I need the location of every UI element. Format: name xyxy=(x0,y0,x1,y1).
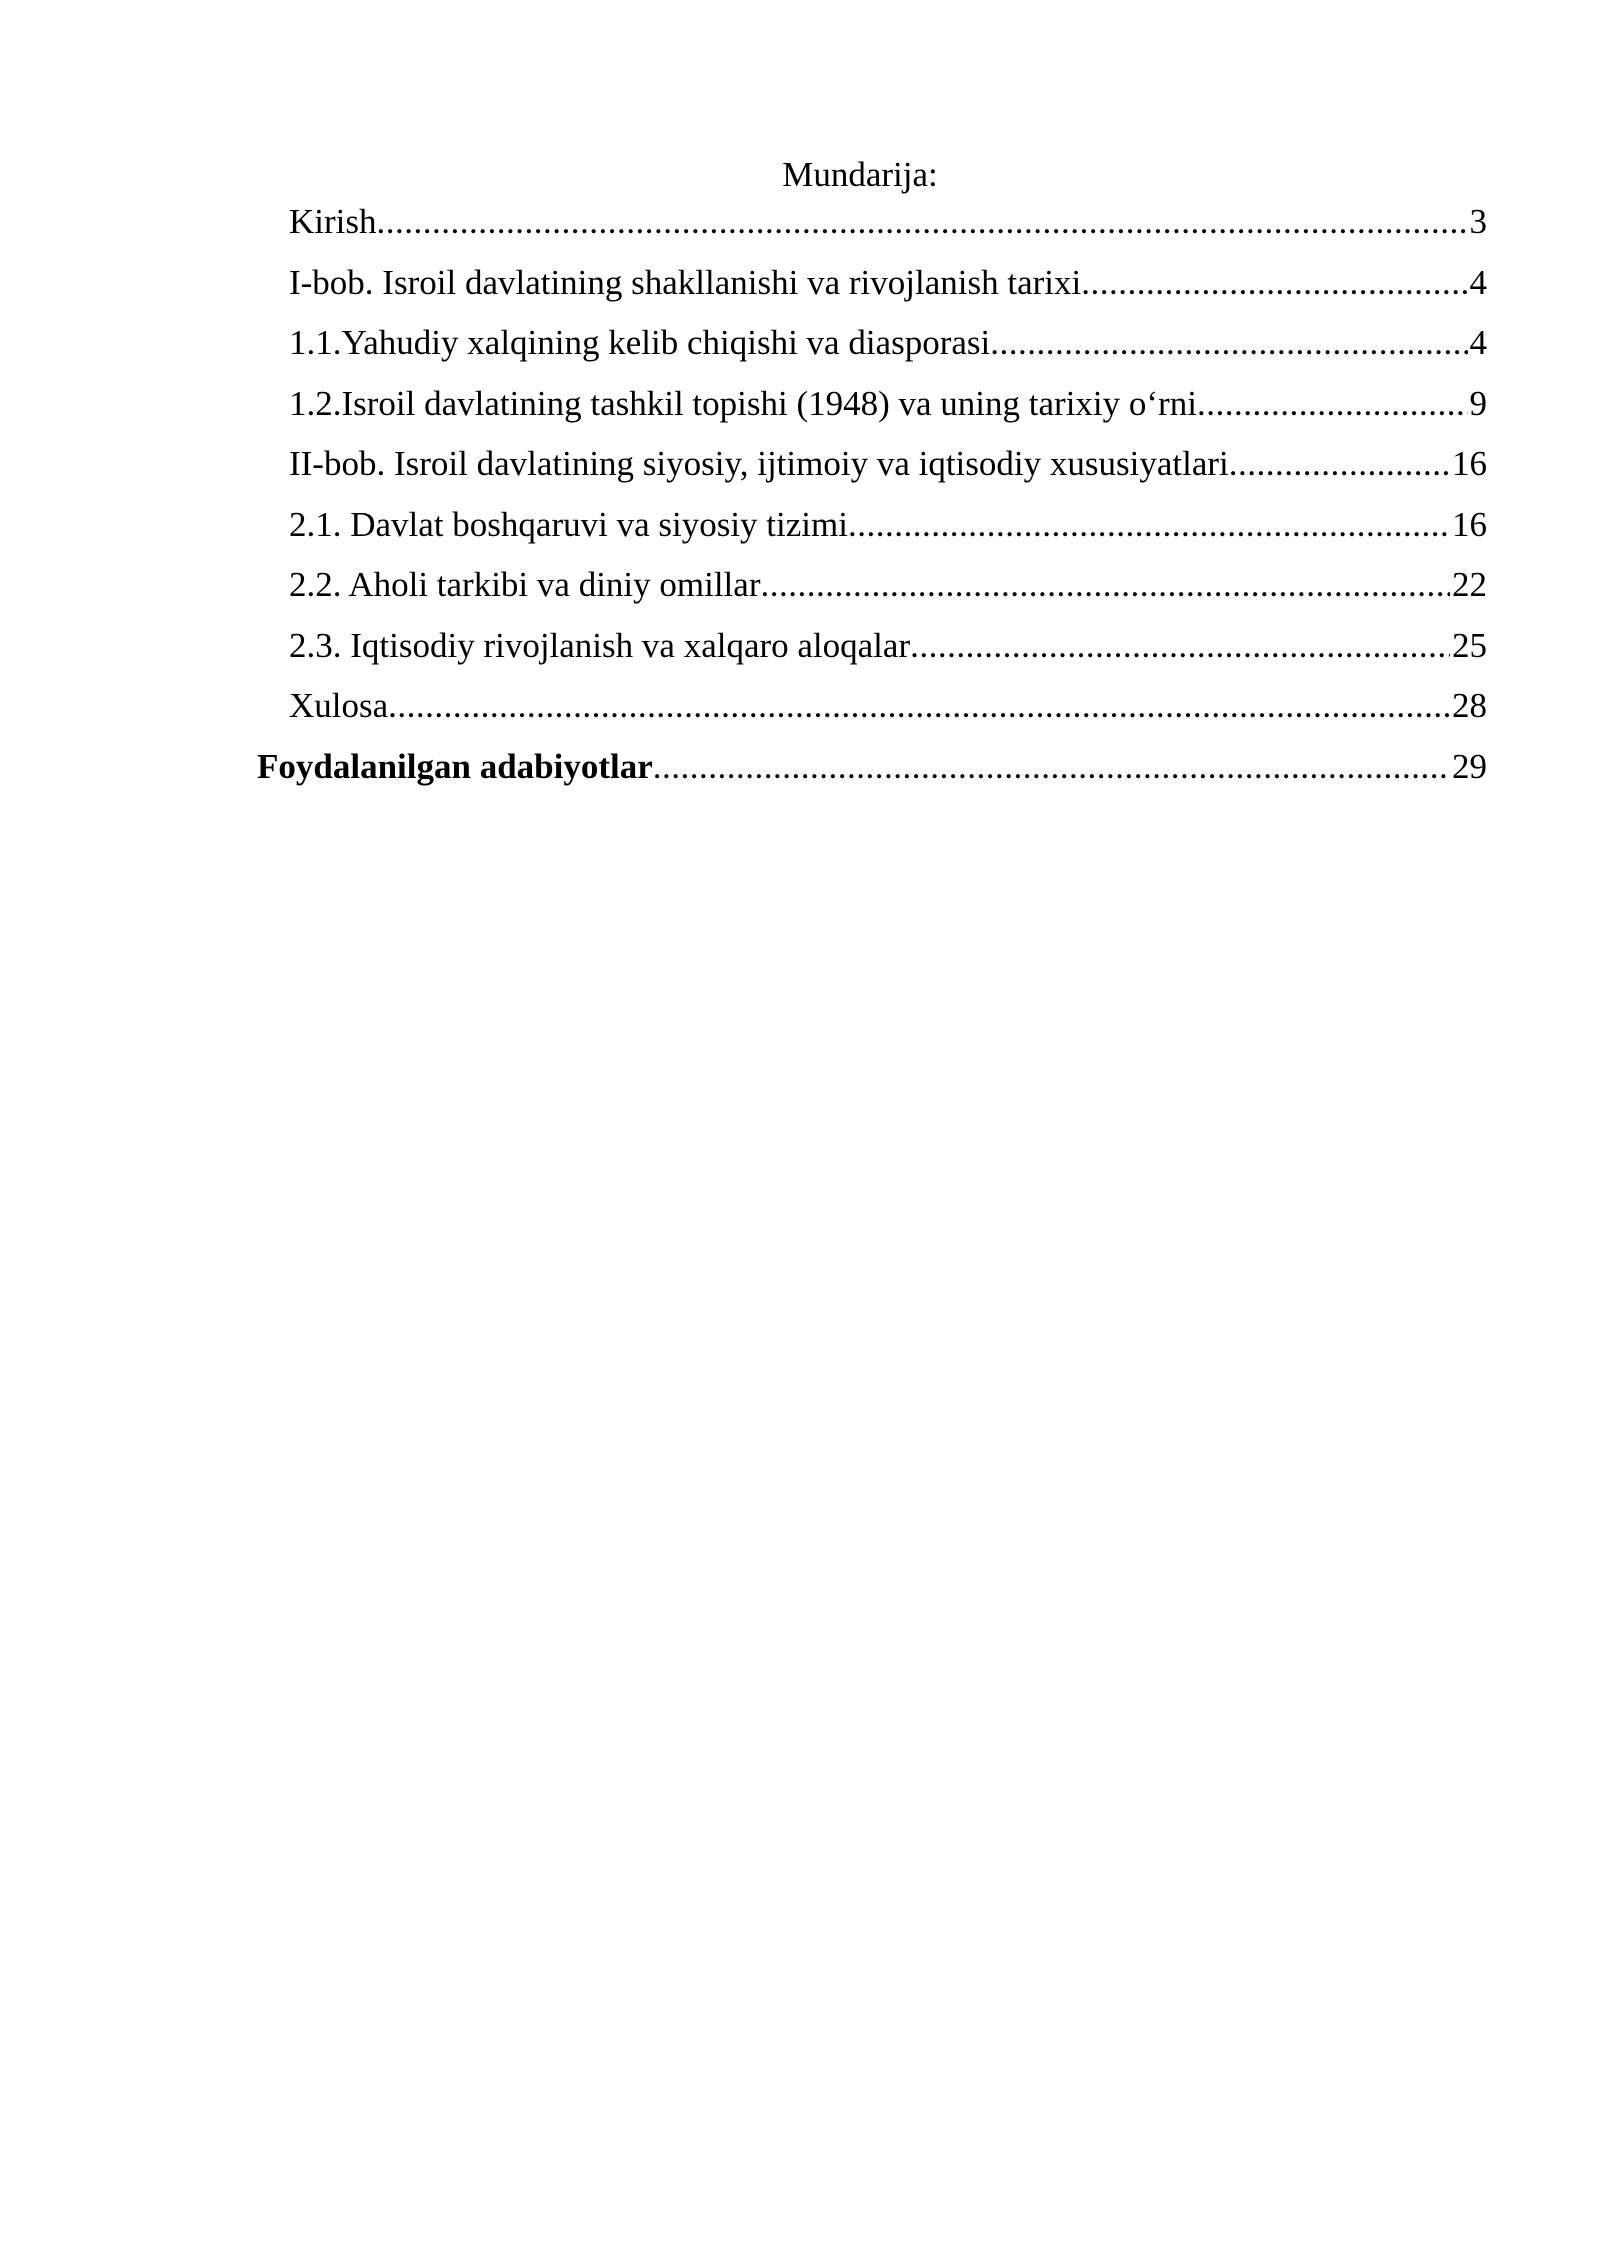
toc-entry-section-2-2 xyxy=(257,560,1487,621)
toc-dot-leader xyxy=(760,560,1450,610)
toc-entry-label: Foydalanilgan adabiyotlar xyxy=(257,746,653,786)
toc-page-number: 4 xyxy=(1469,262,1487,302)
toc-entry-section-2-1 xyxy=(257,500,1487,561)
toc-entry-label: 2.2. Aholi tarkibi va diniy omillar xyxy=(289,565,761,604)
toc-entry-label: 1.2.Isroil davlatining tashkil topishi (1948) va uning tarixiy o‘rni xyxy=(289,383,1197,423)
toc-dot-leader xyxy=(848,500,1450,550)
toc-dot-leader xyxy=(910,621,1450,671)
toc-page-number: 3 xyxy=(1469,202,1487,241)
toc-page-number: 28 xyxy=(1452,686,1487,725)
toc-entry-kirish xyxy=(257,197,1487,258)
toc-entry-xulosa xyxy=(257,681,1487,742)
table-of-contents xyxy=(257,197,1487,802)
toc-entry-section-1-1 xyxy=(257,318,1487,379)
toc-page-number: 22 xyxy=(1452,565,1487,604)
toc-entry-chapter-2 xyxy=(257,439,1487,500)
toc-page-number: 29 xyxy=(1452,746,1487,786)
toc-entry-label: 1.1.Yahudiy xalqining kelib chiqishi va diasporasi xyxy=(289,323,991,362)
toc-page-number: 4 xyxy=(1469,323,1487,362)
toc-entry-chapter-1 xyxy=(257,258,1487,319)
toc-page-number: 16 xyxy=(1452,504,1487,544)
toc-dot-leader xyxy=(1081,258,1467,308)
toc-entry-label: II-bob. Isroil davlatining siyosiy, ijtimoiy va iqtisodiy xususiyatlari xyxy=(289,444,1229,483)
toc-dot-leader xyxy=(1229,439,1450,489)
toc-entry-label: Xulosa xyxy=(289,686,389,725)
toc-page-number: 25 xyxy=(1452,625,1487,665)
toc-entry-label: Kirish xyxy=(289,202,377,241)
toc-dot-leader xyxy=(388,681,1450,731)
toc-entry-label: 2.1. Davlat boshqaruvi va siyosiy tizimi xyxy=(289,504,848,544)
toc-entry-section-1-2 xyxy=(257,379,1487,440)
toc-dot-leader xyxy=(377,197,1468,247)
toc-title: Mundarija: xyxy=(782,155,938,194)
toc-dot-leader xyxy=(1197,379,1468,429)
toc-dot-leader xyxy=(990,318,1467,368)
toc-dot-leader xyxy=(653,742,1450,792)
toc-page-number: 9 xyxy=(1469,383,1487,423)
toc-entry-label: I-bob. Isroil davlatining shakllanishi va rivojlanish tarixi xyxy=(289,262,1082,302)
toc-entry-label: 2.3. Iqtisodiy rivojlanish va xalqaro aloqalar xyxy=(289,625,911,665)
toc-page-number: 16 xyxy=(1452,444,1487,483)
toc-entry-references xyxy=(257,742,1487,803)
toc-entry-section-2-3 xyxy=(257,621,1487,682)
